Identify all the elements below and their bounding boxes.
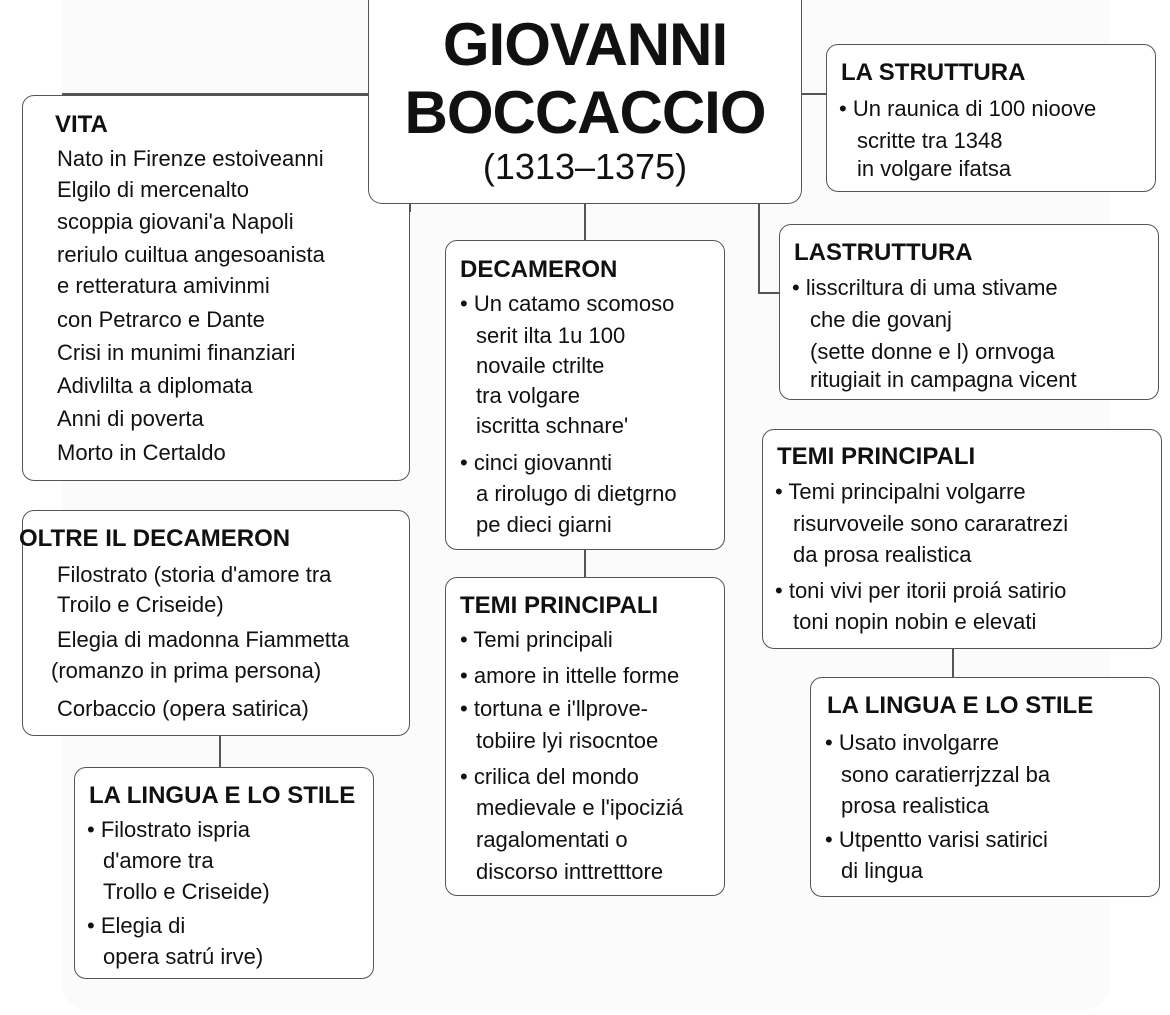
- oltre-line: Corbaccio (opera satirica): [57, 696, 309, 721]
- vita-line: e retteratura amivinmi: [57, 273, 270, 298]
- lingua-right-line: sono caratierrjzzal ba: [841, 762, 1051, 787]
- temi-center-line: tobiire lyi risocntoe: [476, 728, 659, 753]
- temi-center-heading: TEMI PRINCIPALI: [460, 592, 659, 619]
- temi-center-line: • amore in ittelle forme: [460, 660, 679, 691]
- temi-center-line: • Temi principali: [460, 624, 613, 655]
- temi-center-line: • tortuna e i'llprove-: [460, 693, 648, 724]
- vita-line: Crisi in munimi finanziari: [57, 340, 296, 365]
- oltre-line: Filostrato (storia d'amore tra: [57, 562, 332, 587]
- temi-right-line: • toni vivi per itorii proiá satirio: [775, 575, 1066, 606]
- temi-center-line: • crilica del mondo: [460, 761, 639, 792]
- lingua-right-line: • Usato involgarre: [825, 727, 999, 758]
- temi-center-line: medievale e l'ipociziá: [476, 795, 684, 820]
- temi-center-line: discorso inttretttore: [476, 859, 664, 884]
- vita-line: Morto in Certaldo: [57, 440, 226, 465]
- lingua-left-heading: LA LINGUA E LO STILE: [89, 782, 356, 809]
- lingua-stile-right-box: [810, 677, 1160, 897]
- lingua-left-line: • Filostrato ispria: [87, 814, 250, 845]
- title-name-line1: GIOVANNI: [442, 11, 728, 78]
- lingua-right-line: • Utpentto varisi satirici: [825, 824, 1048, 855]
- oltre-line: Elegia di madonna Fiammetta: [57, 627, 350, 652]
- vita-line: Nato in Firenze estoiveanni: [57, 146, 324, 171]
- lingua-left-line: d'amore tra: [103, 848, 214, 873]
- decameron-line: • Un catamo scomoso: [460, 288, 674, 319]
- decameron-line: tra volgare: [476, 383, 580, 408]
- lingua-right-heading: LA LINGUA E LO STILE: [827, 692, 1094, 719]
- struttura2-line: • lisscriltura di uma stivame: [792, 272, 1058, 303]
- decameron-line: novaile ctrilte: [476, 353, 605, 378]
- struttura-box-1: [826, 44, 1156, 192]
- decameron-line: iscritta schnare': [476, 413, 629, 438]
- title-years: (1313–1375): [482, 146, 688, 187]
- decameron-line: • cinci giovannti: [460, 447, 612, 478]
- temi-right-line: da prosa realistica: [793, 542, 972, 567]
- temi-right-heading: TEMI PRINCIPALI: [777, 443, 976, 470]
- struttura1-line: • Un raunica di 100 nioove: [839, 93, 1096, 124]
- vita-line: scoppia giovani'a Napoli: [57, 209, 294, 234]
- decameron-line: a rirolugo di dietgrno: [476, 481, 677, 506]
- temi-right-line: • Temi principalni volgarre: [775, 476, 1026, 507]
- struttura1-line: in volgare ifatsa: [857, 156, 1012, 181]
- struttura-box-2: [779, 224, 1159, 400]
- struttura2-line: ritugiait in campagna vicent: [810, 367, 1077, 392]
- lingua-right-line: prosa realistica: [841, 793, 989, 818]
- struttura1-heading: LA STRUTTURA: [841, 59, 1026, 86]
- vita-line: Adivlilta a diplomata: [57, 373, 253, 398]
- vita-line: reriulo cuiltua angesoanista: [57, 242, 325, 267]
- vita-line: Anni di poverta: [57, 406, 204, 431]
- struttura2-line: (sette donne e l) ornvoga: [810, 339, 1055, 364]
- decameron-line: pe dieci giarni: [476, 512, 612, 537]
- temi-right-line: toni nopin nobin e elevati: [793, 609, 1037, 634]
- temi-center-line: ragalomentati o: [476, 827, 628, 852]
- oltre-line: Troilo e Criseide): [57, 592, 224, 617]
- oltre-heading: OLTRE IL DECAMERON: [19, 525, 291, 552]
- struttura2-line: che die govanj: [810, 307, 952, 332]
- lingua-right-line: di lingua: [841, 858, 923, 883]
- struttura2-heading: LASTRUTTURA: [794, 239, 973, 266]
- lingua-left-line: • Elegia di: [87, 910, 185, 941]
- oltre-line: (romanzo in prima persona): [51, 658, 322, 683]
- temi-right-line: risurvoveile sono cararatrezi: [793, 511, 1069, 536]
- decameron-line: serit ilta 1u 100: [476, 323, 626, 348]
- decameron-heading: DECAMERON: [460, 256, 618, 283]
- vita-line: con Petrarco e Dante: [57, 307, 265, 332]
- vita-line: Elgilo di mercenalto: [57, 177, 249, 202]
- lingua-left-line: opera satrú irve): [103, 944, 264, 969]
- temi-principali-right-box: [762, 429, 1162, 649]
- lingua-left-line: Trollo e Criseide): [103, 879, 270, 904]
- title-name-line2: BOCCACCIO: [404, 79, 766, 146]
- struttura1-line: scritte tra 1348: [857, 128, 1003, 153]
- vita-heading: VITA: [55, 111, 108, 138]
